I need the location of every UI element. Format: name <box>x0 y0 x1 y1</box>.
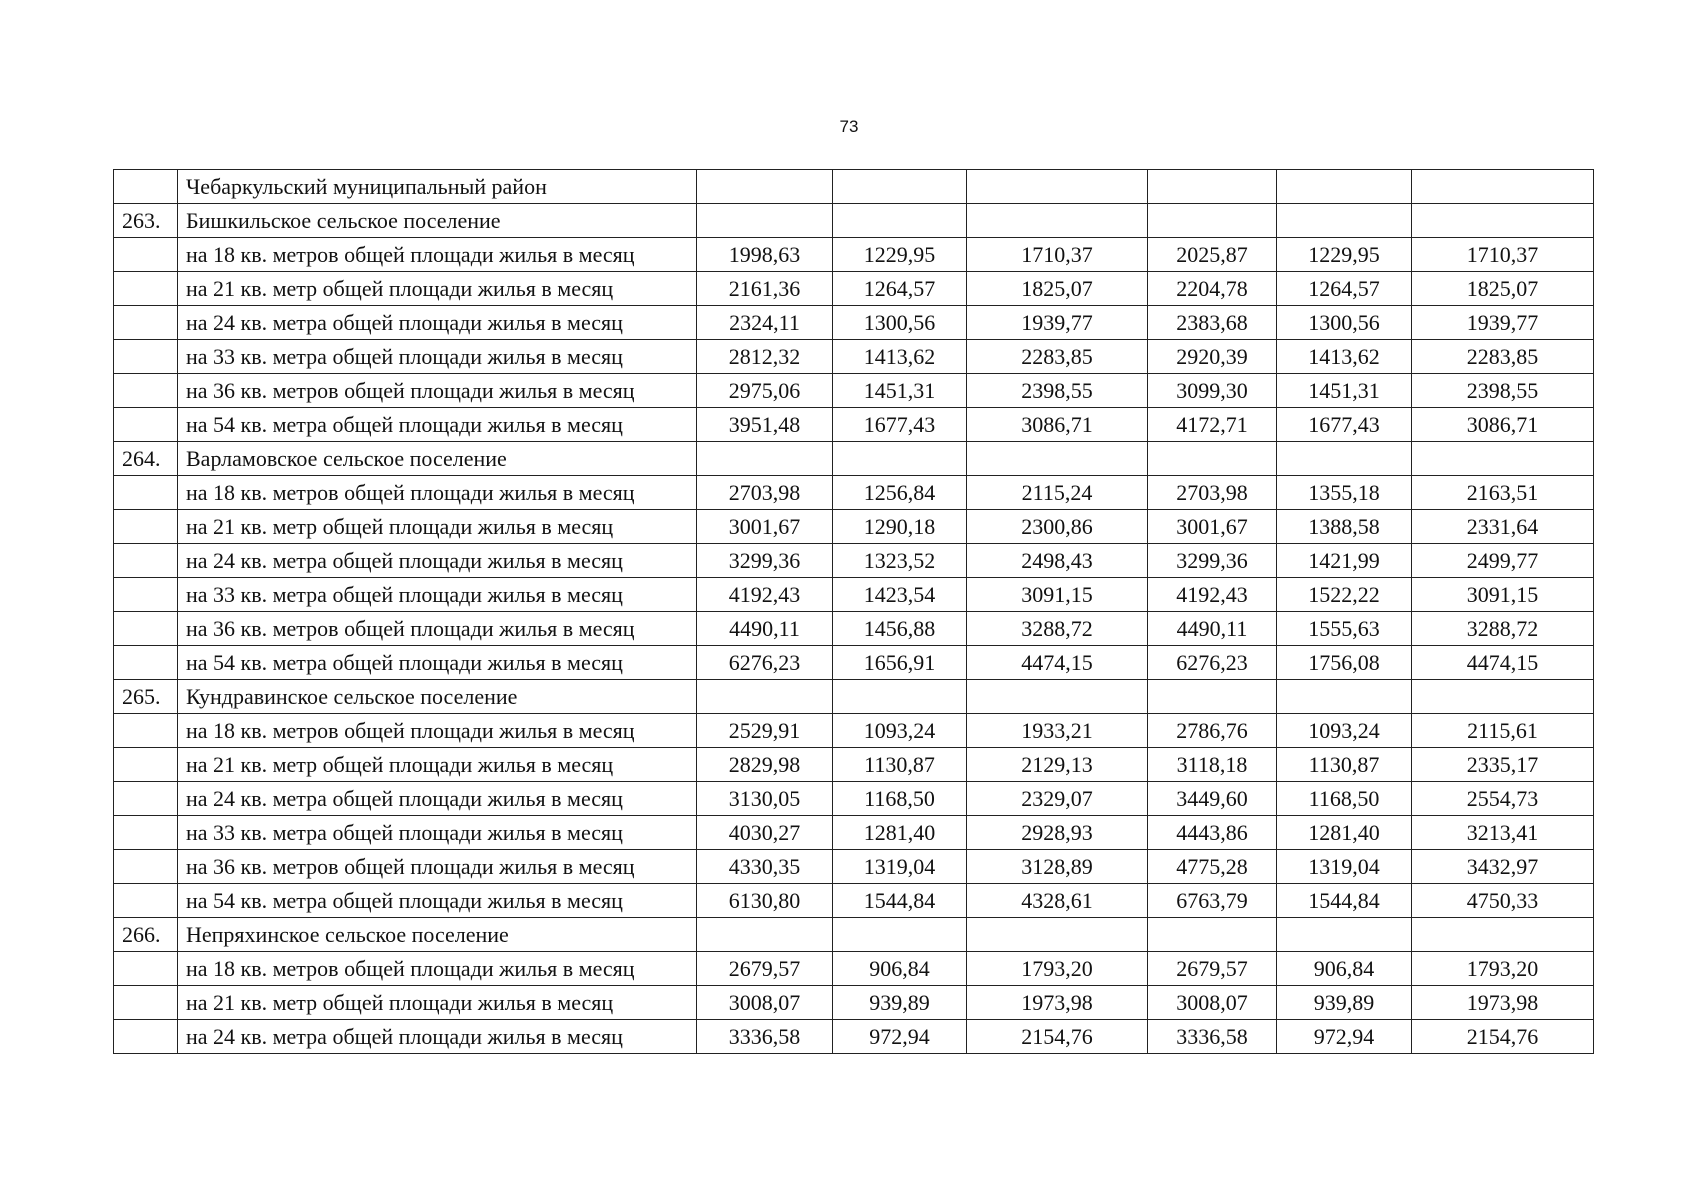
value-cell: 2829,98 <box>697 748 833 782</box>
value-cell: 1793,20 <box>967 952 1148 986</box>
value-cell: 4750,33 <box>1412 884 1594 918</box>
value-cell: 939,89 <box>1277 986 1412 1020</box>
section-number: 265. <box>114 680 178 714</box>
row-label: на 18 кв. метров общей площади жилья в месяц <box>178 714 697 748</box>
table-row <box>114 510 1594 544</box>
row-number-cell <box>114 238 178 272</box>
row-label: на 33 кв. метра общей площади жилья в месяц <box>178 816 697 850</box>
empty-cell <box>1412 204 1594 238</box>
empty-cell <box>697 170 833 204</box>
value-cell: 1355,18 <box>1277 476 1412 510</box>
row-label: на 24 кв. метра общей площади жилья в месяц <box>178 782 697 816</box>
value-cell: 4330,35 <box>697 850 833 884</box>
empty-cell <box>1148 442 1277 476</box>
table-row <box>114 306 1594 340</box>
section-name: Кундравинское сельское поселение <box>178 680 697 714</box>
value-cell: 1998,63 <box>697 238 833 272</box>
row-label: на 33 кв. метра общей площади жилья в месяц <box>178 578 697 612</box>
value-cell: 3299,36 <box>697 544 833 578</box>
value-cell: 3299,36 <box>1148 544 1277 578</box>
section-name: Варламовское сельское поселение <box>178 442 697 476</box>
value-cell: 1319,04 <box>833 850 967 884</box>
value-cell: 3336,58 <box>697 1020 833 1054</box>
row-label: на 54 кв. метра общей площади жилья в месяц <box>178 646 697 680</box>
row-label: на 24 кв. метра общей площади жилья в месяц <box>178 1020 697 1054</box>
value-cell: 1933,21 <box>967 714 1148 748</box>
value-cell: 1229,95 <box>1277 238 1412 272</box>
table-row <box>114 884 1594 918</box>
table-row <box>114 272 1594 306</box>
value-cell: 4030,27 <box>697 816 833 850</box>
empty-cell <box>697 204 833 238</box>
table-row <box>114 544 1594 578</box>
value-cell: 3130,05 <box>697 782 833 816</box>
value-cell: 6276,23 <box>1148 646 1277 680</box>
row-label: на 18 кв. метров общей площади жилья в месяц <box>178 476 697 510</box>
section-name: Непряхинское сельское поселение <box>178 918 697 952</box>
empty-cell <box>1148 170 1277 204</box>
value-cell: 3288,72 <box>1412 612 1594 646</box>
value-cell: 1388,58 <box>1277 510 1412 544</box>
value-cell: 4474,15 <box>1412 646 1594 680</box>
value-cell: 1656,91 <box>833 646 967 680</box>
empty-cell <box>1277 680 1412 714</box>
value-cell: 4775,28 <box>1148 850 1277 884</box>
value-cell: 2300,86 <box>967 510 1148 544</box>
row-number-cell <box>114 340 178 374</box>
value-cell: 2115,24 <box>967 476 1148 510</box>
row-number-cell <box>114 272 178 306</box>
value-cell: 1264,57 <box>1277 272 1412 306</box>
empty-cell <box>967 204 1148 238</box>
row-number-cell <box>114 612 178 646</box>
district-title: Чебаркульский муниципальный район <box>178 170 697 204</box>
value-cell: 2529,91 <box>697 714 833 748</box>
value-cell: 2703,98 <box>1148 476 1277 510</box>
value-cell: 1451,31 <box>1277 374 1412 408</box>
table-row <box>114 714 1594 748</box>
empty-cell <box>1277 204 1412 238</box>
value-cell: 1281,40 <box>833 816 967 850</box>
value-cell: 2398,55 <box>1412 374 1594 408</box>
empty-cell <box>833 918 967 952</box>
value-cell: 2812,32 <box>697 340 833 374</box>
value-cell: 1130,87 <box>833 748 967 782</box>
value-cell: 6130,80 <box>697 884 833 918</box>
value-cell: 1300,56 <box>1277 306 1412 340</box>
row-label: на 54 кв. метра общей площади жилья в месяц <box>178 884 697 918</box>
value-cell: 1323,52 <box>833 544 967 578</box>
tariff-table-body <box>114 170 1594 1054</box>
empty-cell <box>967 680 1148 714</box>
row-number-cell <box>114 476 178 510</box>
section-header-row <box>114 204 1594 238</box>
value-cell: 2154,76 <box>967 1020 1148 1054</box>
value-cell: 1093,24 <box>833 714 967 748</box>
row-label: на 33 кв. метра общей площади жилья в месяц <box>178 340 697 374</box>
page-number <box>0 117 1698 137</box>
table-row <box>114 374 1594 408</box>
value-cell: 1677,43 <box>1277 408 1412 442</box>
row-number-cell <box>114 306 178 340</box>
value-cell: 2703,98 <box>697 476 833 510</box>
empty-cell <box>1412 170 1594 204</box>
section-number: 264. <box>114 442 178 476</box>
table-row <box>114 850 1594 884</box>
value-cell: 1939,77 <box>967 306 1148 340</box>
empty-cell <box>833 170 967 204</box>
value-cell: 1229,95 <box>833 238 967 272</box>
table-row <box>114 748 1594 782</box>
value-cell: 3432,97 <box>1412 850 1594 884</box>
row-label: на 36 кв. метров общей площади жилья в месяц <box>178 374 697 408</box>
value-cell: 2204,78 <box>1148 272 1277 306</box>
row-label: на 21 кв. метр общей площади жилья в месяц <box>178 510 697 544</box>
value-cell: 1756,08 <box>1277 646 1412 680</box>
table-row <box>114 952 1594 986</box>
value-cell: 1825,07 <box>967 272 1148 306</box>
value-cell: 906,84 <box>833 952 967 986</box>
value-cell: 3091,15 <box>1412 578 1594 612</box>
value-cell: 3001,67 <box>1148 510 1277 544</box>
empty-cell <box>697 680 833 714</box>
value-cell: 3008,07 <box>697 986 833 1020</box>
empty-cell <box>1277 170 1412 204</box>
value-cell: 1544,84 <box>1277 884 1412 918</box>
value-cell: 4328,61 <box>967 884 1148 918</box>
district-number-cell <box>114 170 178 204</box>
value-cell: 1677,43 <box>833 408 967 442</box>
value-cell: 3086,71 <box>967 408 1148 442</box>
table-row <box>114 782 1594 816</box>
value-cell: 2129,13 <box>967 748 1148 782</box>
empty-cell <box>1148 204 1277 238</box>
value-cell: 1413,62 <box>833 340 967 374</box>
row-label: на 18 кв. метров общей площади жилья в месяц <box>178 952 697 986</box>
table-row <box>114 612 1594 646</box>
table-row <box>114 578 1594 612</box>
row-number-cell <box>114 544 178 578</box>
value-cell: 1281,40 <box>1277 816 1412 850</box>
value-cell: 1710,37 <box>1412 238 1594 272</box>
value-cell: 1256,84 <box>833 476 967 510</box>
row-number-cell <box>114 646 178 680</box>
value-cell: 2025,87 <box>1148 238 1277 272</box>
district-header-row <box>114 170 1594 204</box>
value-cell: 4443,86 <box>1148 816 1277 850</box>
value-cell: 1130,87 <box>1277 748 1412 782</box>
value-cell: 2920,39 <box>1148 340 1277 374</box>
empty-cell <box>697 918 833 952</box>
value-cell: 1555,63 <box>1277 612 1412 646</box>
row-number-cell <box>114 850 178 884</box>
row-number-cell <box>114 782 178 816</box>
value-cell: 3001,67 <box>697 510 833 544</box>
value-cell: 3951,48 <box>697 408 833 442</box>
value-cell: 3288,72 <box>967 612 1148 646</box>
row-label: на 21 кв. метр общей площади жилья в месяц <box>178 272 697 306</box>
empty-cell <box>1277 442 1412 476</box>
value-cell: 3086,71 <box>1412 408 1594 442</box>
row-label: на 54 кв. метра общей площади жилья в месяц <box>178 408 697 442</box>
section-number: 263. <box>114 204 178 238</box>
value-cell: 2163,51 <box>1412 476 1594 510</box>
value-cell: 2283,85 <box>967 340 1148 374</box>
empty-cell <box>1277 918 1412 952</box>
value-cell: 1710,37 <box>967 238 1148 272</box>
value-cell: 2499,77 <box>1412 544 1594 578</box>
value-cell: 2679,57 <box>1148 952 1277 986</box>
value-cell: 3449,60 <box>1148 782 1277 816</box>
empty-cell <box>1148 680 1277 714</box>
section-name: Бишкильское сельское поселение <box>178 204 697 238</box>
value-cell: 2329,07 <box>967 782 1148 816</box>
value-cell: 2383,68 <box>1148 306 1277 340</box>
value-cell: 1456,88 <box>833 612 967 646</box>
value-cell: 2928,93 <box>967 816 1148 850</box>
value-cell: 1451,31 <box>833 374 967 408</box>
value-cell: 3091,15 <box>967 578 1148 612</box>
row-label: на 18 кв. метров общей площади жилья в месяц <box>178 238 697 272</box>
value-cell: 939,89 <box>833 986 967 1020</box>
table-row <box>114 1020 1594 1054</box>
value-cell: 1939,77 <box>1412 306 1594 340</box>
value-cell: 2331,64 <box>1412 510 1594 544</box>
table-row <box>114 986 1594 1020</box>
row-label: на 24 кв. метра общей площади жилья в месяц <box>178 306 697 340</box>
row-number-cell <box>114 884 178 918</box>
value-cell: 3336,58 <box>1148 1020 1277 1054</box>
value-cell: 3099,30 <box>1148 374 1277 408</box>
section-number: 266. <box>114 918 178 952</box>
table-row <box>114 340 1594 374</box>
value-cell: 2161,36 <box>697 272 833 306</box>
table-row <box>114 646 1594 680</box>
row-number-cell <box>114 510 178 544</box>
row-number-cell <box>114 748 178 782</box>
empty-cell <box>1412 680 1594 714</box>
table-row <box>114 476 1594 510</box>
section-header-row <box>114 680 1594 714</box>
value-cell: 4474,15 <box>967 646 1148 680</box>
row-label: на 36 кв. метров общей площади жилья в месяц <box>178 850 697 884</box>
empty-cell <box>833 680 967 714</box>
value-cell: 3128,89 <box>967 850 1148 884</box>
table-row <box>114 816 1594 850</box>
value-cell: 1793,20 <box>1412 952 1594 986</box>
empty-cell <box>1148 918 1277 952</box>
empty-cell <box>833 204 967 238</box>
value-cell: 1290,18 <box>833 510 967 544</box>
empty-cell <box>967 918 1148 952</box>
empty-cell <box>967 442 1148 476</box>
value-cell: 2679,57 <box>697 952 833 986</box>
row-label: на 21 кв. метр общей площади жилья в месяц <box>178 986 697 1020</box>
value-cell: 2283,85 <box>1412 340 1594 374</box>
value-cell: 4172,71 <box>1148 408 1277 442</box>
empty-cell <box>697 442 833 476</box>
value-cell: 4490,11 <box>1148 612 1277 646</box>
row-label: на 21 кв. метр общей площади жилья в месяц <box>178 748 697 782</box>
tariff-table <box>113 169 1594 1054</box>
value-cell: 972,94 <box>833 1020 967 1054</box>
row-number-cell <box>114 1020 178 1054</box>
row-label: на 24 кв. метра общей площади жилья в месяц <box>178 544 697 578</box>
section-header-row <box>114 918 1594 952</box>
value-cell: 2115,61 <box>1412 714 1594 748</box>
table-row <box>114 408 1594 442</box>
value-cell: 4192,43 <box>697 578 833 612</box>
value-cell: 1825,07 <box>1412 272 1594 306</box>
value-cell: 4490,11 <box>697 612 833 646</box>
value-cell: 2975,06 <box>697 374 833 408</box>
row-number-cell <box>114 816 178 850</box>
value-cell: 1973,98 <box>1412 986 1594 1020</box>
value-cell: 4192,43 <box>1148 578 1277 612</box>
value-cell: 1093,24 <box>1277 714 1412 748</box>
row-number-cell <box>114 408 178 442</box>
value-cell: 2786,76 <box>1148 714 1277 748</box>
value-cell: 1522,22 <box>1277 578 1412 612</box>
value-cell: 3118,18 <box>1148 748 1277 782</box>
value-cell: 1264,57 <box>833 272 967 306</box>
value-cell: 2324,11 <box>697 306 833 340</box>
empty-cell <box>1412 918 1594 952</box>
value-cell: 3213,41 <box>1412 816 1594 850</box>
value-cell: 906,84 <box>1277 952 1412 986</box>
page-number-text: 73 <box>839 117 859 136</box>
row-number-cell <box>114 714 178 748</box>
value-cell: 2554,73 <box>1412 782 1594 816</box>
value-cell: 1544,84 <box>833 884 967 918</box>
row-number-cell <box>114 952 178 986</box>
row-number-cell <box>114 986 178 1020</box>
section-header-row <box>114 442 1594 476</box>
value-cell: 1168,50 <box>1277 782 1412 816</box>
value-cell: 972,94 <box>1277 1020 1412 1054</box>
value-cell: 2398,55 <box>967 374 1148 408</box>
empty-cell <box>1412 442 1594 476</box>
value-cell: 6763,79 <box>1148 884 1277 918</box>
value-cell: 2154,76 <box>1412 1020 1594 1054</box>
value-cell: 1168,50 <box>833 782 967 816</box>
table-row <box>114 238 1594 272</box>
value-cell: 2335,17 <box>1412 748 1594 782</box>
value-cell: 1421,99 <box>1277 544 1412 578</box>
empty-cell <box>833 442 967 476</box>
value-cell: 3008,07 <box>1148 986 1277 1020</box>
value-cell: 1300,56 <box>833 306 967 340</box>
value-cell: 1319,04 <box>1277 850 1412 884</box>
empty-cell <box>967 170 1148 204</box>
value-cell: 1973,98 <box>967 986 1148 1020</box>
row-number-cell <box>114 374 178 408</box>
value-cell: 6276,23 <box>697 646 833 680</box>
value-cell: 1413,62 <box>1277 340 1412 374</box>
row-label: на 36 кв. метров общей площади жилья в месяц <box>178 612 697 646</box>
value-cell: 2498,43 <box>967 544 1148 578</box>
value-cell: 1423,54 <box>833 578 967 612</box>
row-number-cell <box>114 578 178 612</box>
